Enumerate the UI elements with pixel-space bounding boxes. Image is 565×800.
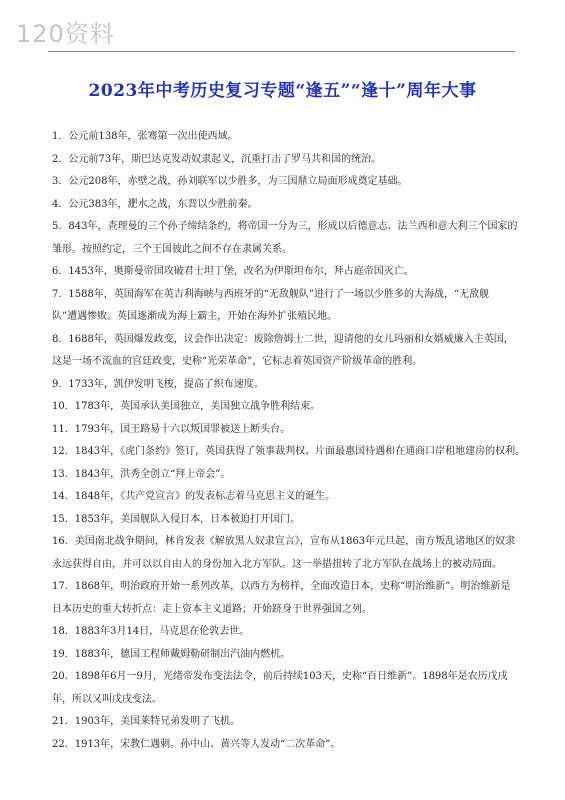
list-item xyxy=(52,666,515,711)
page-title: 2023年中考历史复习专题“逢五”“逢十”周年大事 xyxy=(88,81,477,101)
list-item xyxy=(52,194,515,217)
list-item-text: 1．公元前138年，张骞第一次出使西域。 xyxy=(52,131,238,142)
list-item xyxy=(52,149,515,172)
list-item xyxy=(52,644,515,667)
header-divider xyxy=(48,51,515,52)
list-item xyxy=(52,576,515,621)
list-item xyxy=(52,126,515,149)
list-item-text: 22．1913年，宋教仁遇刺。孙中山、黄兴等人发动“二次革命”。 xyxy=(52,738,341,750)
list-item-text: 14．1848年，《共产党宣言》的发表标志着马克思主义的诞生。 xyxy=(52,491,336,502)
list-item xyxy=(52,396,515,419)
list-item-text: 9．1733年，凯伊发明飞梭，提高了织布速度。 xyxy=(52,378,264,390)
list-item-continuation: 永远获得自由，并可以以自由人的身份加入北方军队。这一举措扭转了北方军队在战场上的被动局面。 xyxy=(52,558,502,570)
list-item-text: 13．1843年，洪秀全创立“拜上帝会”。 xyxy=(52,468,231,480)
list-item xyxy=(52,419,515,442)
list-item-text: 21．1903年，美国莱特兄弟发明了飞机。 xyxy=(52,716,241,727)
list-item-continuation: 雏形。按照约定，三个王国彼此之间不存在隶属关系。 xyxy=(52,243,292,255)
list-item-text: 20．1898年6月一9月，光绪帝发布变法法令，前后持续103天，史称“百日维新”。1898年是农历戊戌 xyxy=(52,671,508,682)
list-item xyxy=(52,441,526,464)
watermark-logo: 120资料 xyxy=(16,20,115,48)
list-item-text: 4．公元383年，淝水之战，东晋以少胜前秦。 xyxy=(52,198,258,210)
list-item xyxy=(52,329,515,374)
list-item-continuation: 日本历史的重大转折点：走上资本主义道路；开始跻身于世界强国之列。 xyxy=(52,603,372,615)
event-list xyxy=(52,126,526,756)
list-item-text: 10．1783年，英国承认美国独立，美国独立战争胜利结束。 xyxy=(52,401,321,412)
list-item-text: 15．1853年，美国舰队入侵日本，日本被迫打开国门。 xyxy=(52,513,301,525)
list-item-text: 5．843年，查理曼的三个孙子缔结条约，将帝国一分为三，形成以后德意志、法兰西和意大利三个国家的 xyxy=(52,221,518,232)
list-item xyxy=(52,486,515,509)
list-item-text: 6．1453年，奥斯曼帝国攻破君士坦丁堡，改名为伊斯坦布尔，拜占庭帝国灭亡。 xyxy=(52,266,414,277)
list-item xyxy=(52,261,515,284)
list-item-text: 19．1883年，德国工程师戴姆勒研制出汽油内燃机。 xyxy=(52,648,291,660)
list-item-text: 16．美国南北战争期间，林肯发表《解放黑人奴隶宣言》，宣布从1863年元旦起，南方叛乱诸地区的奴隶 xyxy=(52,536,516,547)
list-item xyxy=(52,621,515,644)
list-item-continuation: 这是一场不流血的宫廷政变，史称“光荣革命”，它标志着英国资产阶级革命的胜利。 xyxy=(52,356,423,367)
list-item xyxy=(52,509,515,532)
list-item-text: 12．1843年，《虎门条约》签订，英国获得了领事裁判权、片面最惠国待遇和在通商口岸租地建房的权利。 xyxy=(52,446,526,457)
list-item xyxy=(52,531,515,576)
list-item xyxy=(52,734,515,757)
list-item-continuation: 队”遭遇惨败。英国逐渐成为海上霸主，开始在海外扩张殖民地。 xyxy=(52,311,338,322)
list-item-text: 2．公元前73年，斯巴达克发动奴隶起义，沉重打击了罗马共和国的统治。 xyxy=(52,153,382,165)
list-item-text: 17．1868年，明治政府开始一系列改革，以西方为榜样，全面改造日本，史称“明治维新”。明治维新是 xyxy=(52,581,511,592)
list-item xyxy=(52,216,518,261)
list-item xyxy=(52,374,515,397)
list-item-text: 11．1793年，国王路易十六以叛国罪被送上断头台。 xyxy=(52,423,291,435)
list-item-text: 18．1883年3月14日，马克思在伦敦去世。 xyxy=(52,626,250,637)
list-item-text: 8．1688年，英国爆发政变，议会作出决定：废除詹姆士二世，迎请他的女儿玛丽和女婿威廉入主英国， xyxy=(52,333,514,345)
list-item xyxy=(52,284,515,329)
list-item-continuation: 年，所以又叫戊戌变法。 xyxy=(52,693,162,705)
list-item xyxy=(52,464,515,487)
list-item-text: 7．1588年，英国海军在英吉利海峡与西班牙的“无敌舰队”进行了一场以少胜多的大海战，“无敌舰 xyxy=(52,288,490,300)
list-item xyxy=(52,171,515,194)
list-item-text: 3．公元208年，赤壁之战，孙刘联军以少胜多，为三国鼎立局面形成奠定基础。 xyxy=(52,176,408,187)
list-item xyxy=(52,711,515,734)
